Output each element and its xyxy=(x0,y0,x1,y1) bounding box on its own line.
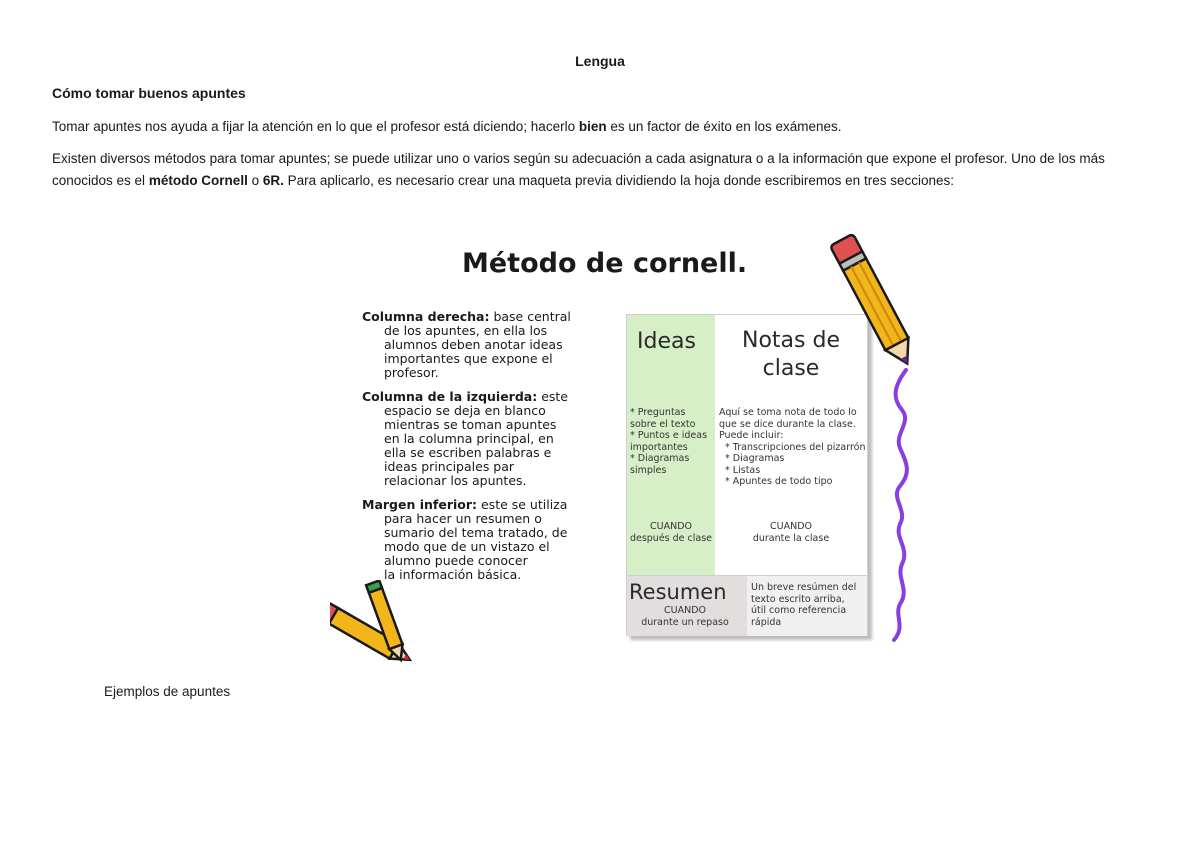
paragraph-2-text-c: o xyxy=(247,173,263,188)
summary-row xyxy=(627,575,867,636)
list-item: * Diagramas xyxy=(630,453,690,464)
summary-line: texto escrito arriba, xyxy=(751,593,845,605)
figure-title: Método de cornell. xyxy=(462,248,748,279)
notes-title-line: clase xyxy=(762,356,820,381)
list-item: * Transcripciones del pizarrón xyxy=(719,441,866,453)
explanation-line: ella se escriben palabras e xyxy=(384,445,552,460)
doc-title: Lengua xyxy=(575,53,625,69)
summary-line: rápida xyxy=(751,616,782,628)
ideas-when xyxy=(627,521,715,544)
summary-box xyxy=(627,576,747,636)
paragraph-2-text-a: Existen diversos métodos para tomar apuntes; se puede utilizar uno o varios según su adecuación a cada asignatura o a la información que expone el profesor. Uno de los más conocidos es el xyxy=(52,151,1105,188)
ideas-list xyxy=(630,407,714,476)
paragraph-1-text-c: es un factor de éxito en los exámenes. xyxy=(606,119,842,134)
explanation-line: para hacer un resumen o xyxy=(384,511,542,526)
caption: Ejemplos de apuntes xyxy=(104,684,231,699)
ideas-column xyxy=(627,315,715,575)
list-item: que se dice durante la clase. xyxy=(719,418,856,430)
list-item: * Diagramas xyxy=(719,453,785,464)
list-item: Aquí se toma nota de todo lo xyxy=(719,407,857,418)
summary-line: Un breve resúmen del xyxy=(751,582,857,593)
list-item: sobre el texto xyxy=(630,418,696,430)
paragraph-2 xyxy=(52,148,1162,192)
list-item: simples xyxy=(630,464,667,476)
pencil-icon xyxy=(820,230,910,380)
paragraph-1-text-a: Tomar apuntes nos ayuda a fijar la atención en lo que el profesor está diciendo; hacerlo xyxy=(52,119,579,134)
explanation-line: sumario del tema tratado, de xyxy=(384,525,568,540)
list-item: * Apuntes de todo tipo xyxy=(719,476,833,487)
explanation-line: modo que de un vistazo el xyxy=(384,539,550,554)
paragraph-1-bold-bien: bien xyxy=(578,119,607,134)
when-value: durante un repaso xyxy=(641,616,729,628)
when-label: CUANDO xyxy=(664,605,706,616)
when-value: durante la clase xyxy=(752,532,830,544)
list-item: Puede incluir: xyxy=(719,430,784,441)
explanation-line: mientras se toman apuntes xyxy=(384,417,557,432)
list-item: * Preguntas xyxy=(630,407,686,418)
paragraph-2-text-e: Para aplicarlo, es necesario crear una maqueta previa dividiendo la hoja donde escribiremos en tres secciones: xyxy=(283,173,954,188)
paragraph-2-bold-method: método Cornell xyxy=(148,173,248,188)
explanation-line: profesor. xyxy=(384,365,439,380)
list-item: * Puntos e ideas xyxy=(630,430,708,441)
list-item: * Listas xyxy=(719,464,761,476)
explanation-line: en la columna principal, en xyxy=(384,431,554,446)
explanation-bottom-margin xyxy=(362,498,622,582)
explanation-right-column xyxy=(362,310,622,380)
crossed-pencils-icon xyxy=(330,580,430,670)
explanation-left-column xyxy=(362,390,622,488)
notes-when xyxy=(715,521,867,544)
summary-title: Resumen xyxy=(629,580,727,604)
doc-heading: Cómo tomar buenos apuntes xyxy=(52,85,246,101)
summary-text xyxy=(751,582,865,628)
cornell-method-figure xyxy=(330,230,930,670)
list-item: importantes xyxy=(630,441,688,453)
explanation-line: ideas principales par xyxy=(384,459,515,474)
summary-when xyxy=(627,605,743,628)
explanation-line: la información básica. xyxy=(384,567,522,582)
figure-explanations xyxy=(362,310,622,592)
explanation-line: importantes que expone el xyxy=(384,351,553,366)
explanation-first-line: base central xyxy=(489,309,571,324)
when-value: después de clase xyxy=(629,532,713,544)
explanation-line: alumnos deben anotar ideas xyxy=(384,337,563,352)
explanation-label: Margen inferior: xyxy=(362,497,478,512)
squiggle-line-icon xyxy=(888,368,918,643)
explanation-label: Columna derecha: xyxy=(362,309,490,324)
explanation-line: relacionar los apuntes. xyxy=(384,473,527,488)
summary-line: útil como referencia xyxy=(751,605,847,616)
notes-list xyxy=(719,407,869,488)
paragraph-1 xyxy=(52,116,1162,138)
paragraph-2-bold-6r: 6R. xyxy=(262,173,284,188)
explanation-label: Columna de la izquierda: xyxy=(362,389,538,404)
explanation-line: alumno puede conocer xyxy=(384,553,528,568)
explanation-first-line: este xyxy=(537,389,569,404)
explanation-line: espacio se deja en blanco xyxy=(384,403,546,418)
when-label: CUANDO xyxy=(770,521,812,532)
explanation-first-line: este se utiliza xyxy=(477,497,568,512)
notes-title-line: Notas de xyxy=(742,328,840,353)
when-label: CUANDO xyxy=(650,521,692,532)
ideas-title: Ideas xyxy=(637,329,696,354)
explanation-line: de los apuntes, en ella los xyxy=(384,323,548,338)
